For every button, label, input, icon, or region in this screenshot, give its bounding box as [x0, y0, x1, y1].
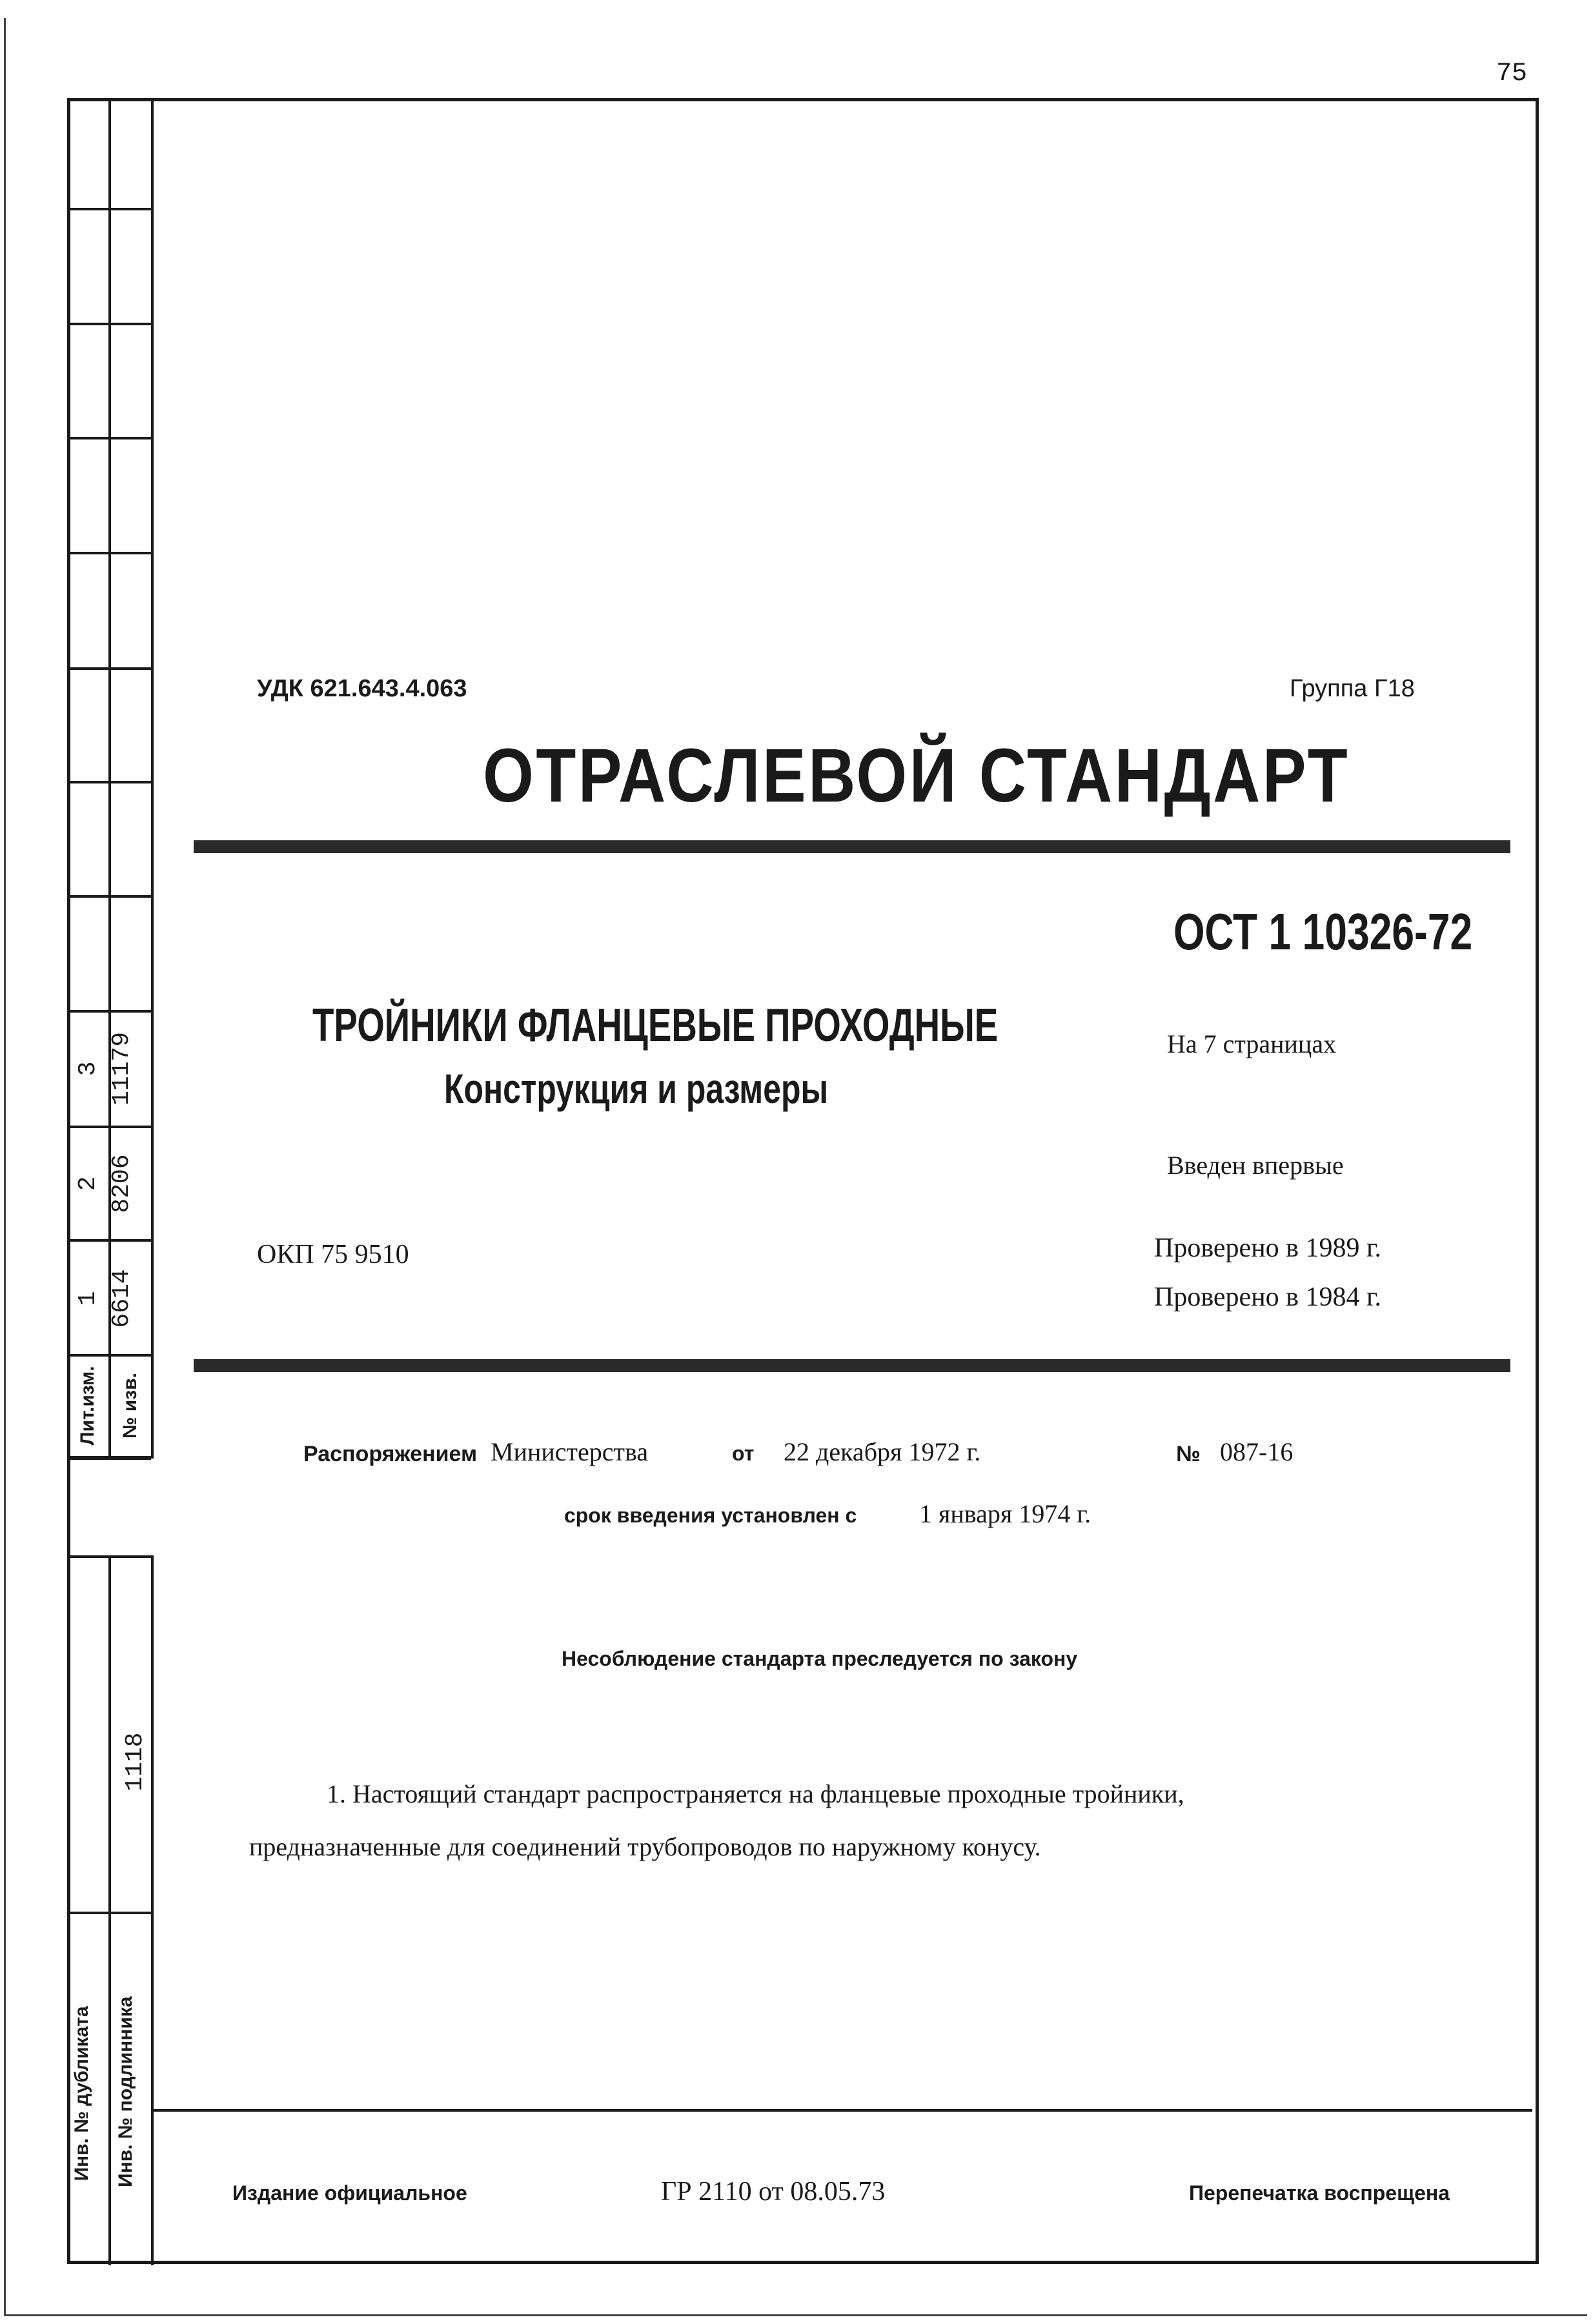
change-label-1: 1 — [74, 1291, 102, 1306]
introduced-status: Введен впервые — [1167, 1151, 1344, 1180]
order-number-label: № — [1176, 1442, 1201, 1466]
bottom-rule — [194, 1359, 1510, 1372]
footer-edition: Издание официальное — [232, 2181, 467, 2205]
effective-date: 1 января 1974 г. — [919, 1499, 1091, 1528]
page-title: ОТРАСЛЕВОЙ СТАНДАРТ — [483, 733, 1350, 818]
group-code: Группа Г18 — [1290, 675, 1415, 702]
original-inventory-number: 1118 — [121, 1732, 149, 1792]
legal-notice: Несоблюдение стандарта преследуется по закону — [562, 1647, 1078, 1670]
order-date: 22 декабря 1972 г. — [784, 1437, 981, 1466]
document-frame — [67, 98, 1539, 2264]
standard-code: ОСТ 1 10326-72 — [1173, 903, 1473, 960]
side-strip-upper — [67, 98, 154, 1459]
duplicate-inventory-label: Инв. № дубликата — [71, 2006, 92, 2181]
checked-1984: Проверено в 1984 г. — [1154, 1282, 1381, 1312]
checked-1989: Проверено в 1989 г. — [1154, 1233, 1381, 1263]
footer-registration: ГР 2110 от 08.05.73 — [661, 2177, 886, 2207]
doc-number-3: 11179 — [108, 1031, 136, 1106]
order-label: Распоряжением — [303, 1442, 478, 1466]
lit-change-label: Лит.изм. — [77, 1366, 98, 1446]
doc-number-1: 6614 — [108, 1269, 136, 1328]
change-label-2: 2 — [74, 1176, 102, 1191]
order-ministry: Министерства — [491, 1437, 649, 1466]
paragraph-line-1: 1. Настоящий стандарт распространяется на фланцевые проходные тройники, — [327, 1779, 1184, 1808]
order-from: от — [732, 1442, 755, 1465]
pages-info: На 7 страницах — [1167, 1029, 1337, 1058]
top-rule — [194, 840, 1510, 853]
okp-code: ОКП 75 9510 — [257, 1240, 409, 1269]
original-inventory-label: Инв. № подлинника — [115, 1996, 136, 2187]
document-subtitle: Конструкция и размеры — [444, 1066, 829, 1112]
doc-number-2: 8206 — [108, 1154, 136, 1213]
page-number: 75 — [1496, 59, 1528, 88]
effective-label: срок введения установлен с — [564, 1504, 857, 1527]
footer-reprint-notice: Перепечатка воспрещена — [1189, 2181, 1450, 2205]
order-number: 087-16 — [1220, 1437, 1294, 1466]
udk-code: УДК 621.643.4.063 — [257, 675, 467, 702]
notice-number-label: № изв. — [119, 1373, 141, 1439]
document-title: ТРОЙНИКИ ФЛАНЦЕВЫЕ ПРОХОДНЫЕ — [312, 1000, 999, 1051]
paragraph-line-2: предназначенные для соединений трубопроводов по наружному конусу. — [249, 1832, 1041, 1861]
footer-rule — [151, 2109, 1532, 2112]
change-label-3: 3 — [74, 1061, 102, 1076]
